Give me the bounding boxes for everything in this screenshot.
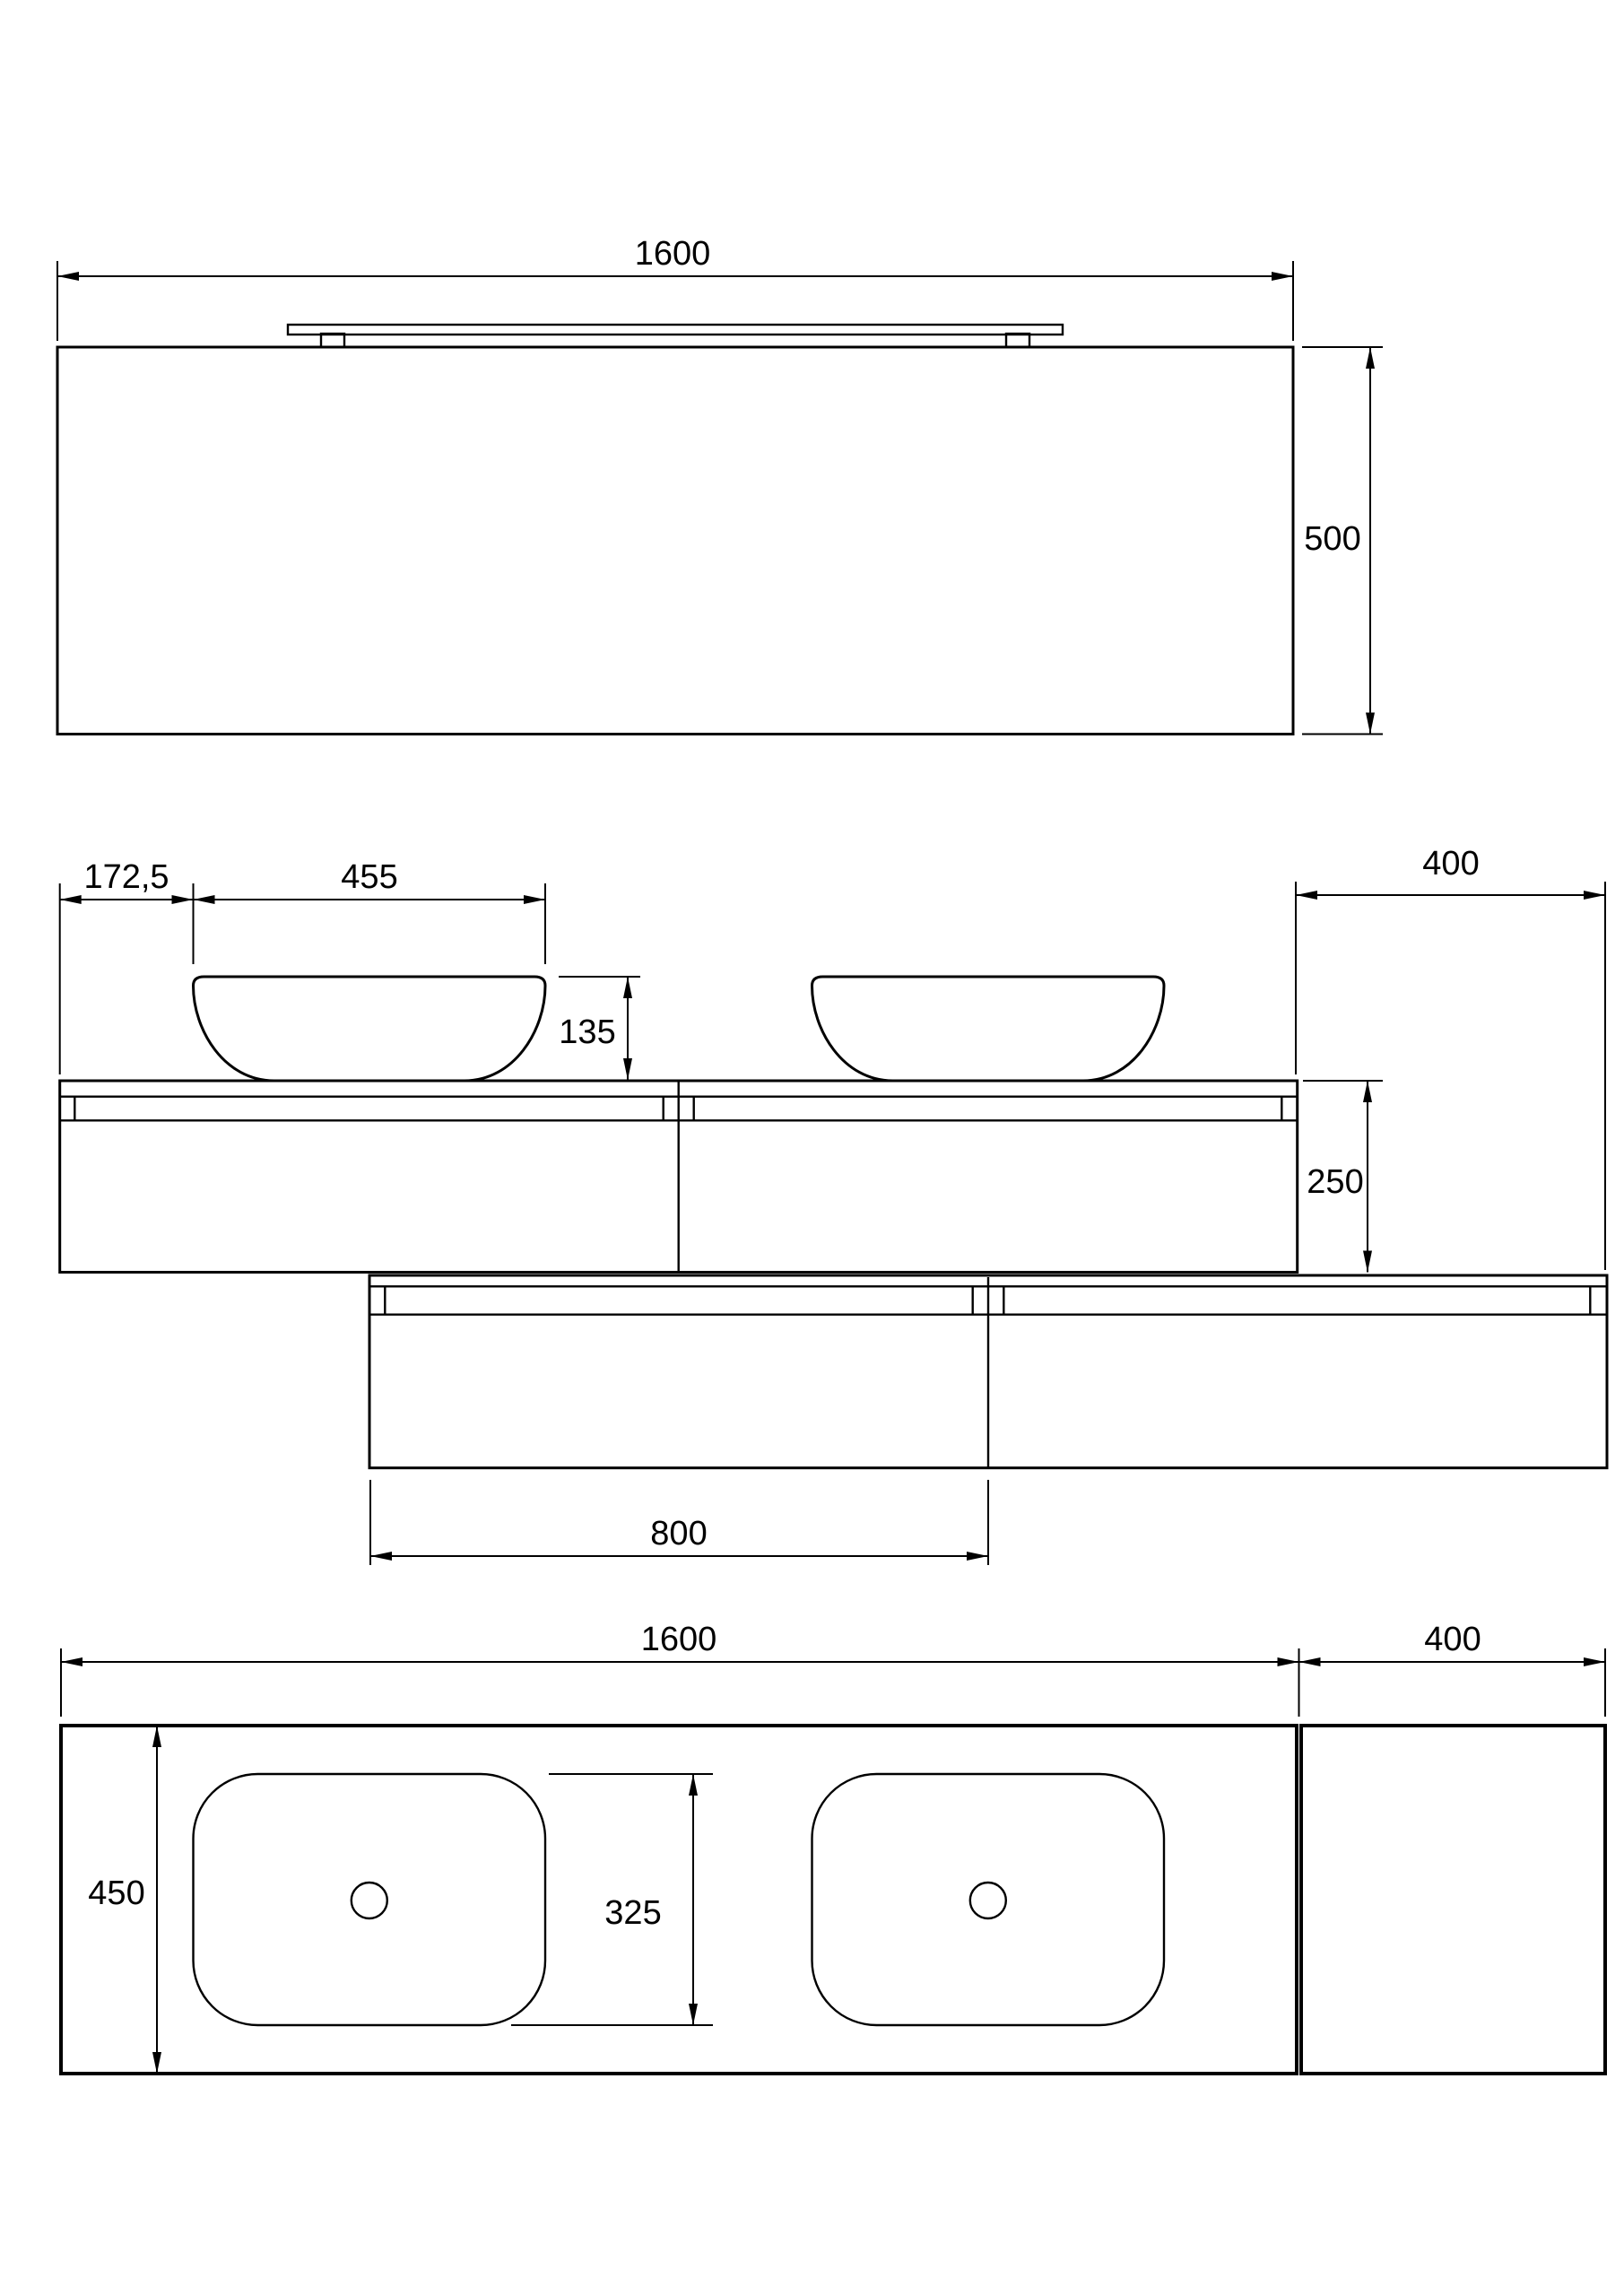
vanity-front-view [60, 845, 1607, 1565]
dim-label-cabinet-height: 250 [1307, 1163, 1364, 1201]
vessel-basin-right [812, 977, 1165, 1081]
shelf-bracket-right [1006, 334, 1029, 347]
dim-label-plan-side-width: 400 [1424, 1621, 1481, 1658]
dim-label-plan-depth: 450 [88, 1874, 145, 1912]
dim-label-plan-width: 1600 [640, 1621, 717, 1658]
dim-label-cutout-depth: 325 [604, 1894, 662, 1932]
side-unit-plan [1301, 1726, 1605, 2074]
drain-hole-left [352, 1883, 387, 1918]
dim-label-basin-width: 455 [341, 858, 398, 896]
mirror-front-view [57, 235, 1383, 735]
dim-label-drawer-width: 800 [650, 1515, 708, 1552]
shelf-bracket-left [321, 334, 344, 347]
basin-cutout-left [194, 1774, 546, 2025]
dim-label-basin-offset: 172,5 [83, 858, 169, 896]
dim-label-mirror-width: 1600 [634, 235, 711, 273]
drain-hole-right [970, 1883, 1006, 1918]
vessel-basin-left [194, 977, 546, 1081]
mirror-panel [57, 347, 1293, 735]
dim-label-row-offset: 400 [1422, 845, 1480, 883]
countertop-plan [61, 1726, 1297, 2074]
vanity-plan-view [61, 1621, 1605, 2074]
shelf-bar [288, 325, 1063, 335]
dim-label-basin-height: 135 [559, 1013, 616, 1051]
basin-cutout-right [812, 1774, 1165, 2025]
dim-label-mirror-height: 500 [1304, 520, 1361, 558]
